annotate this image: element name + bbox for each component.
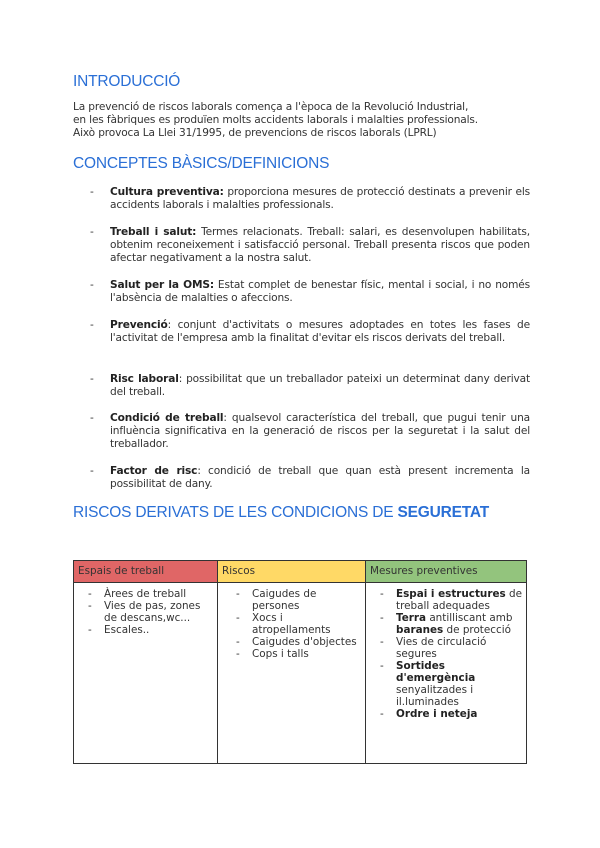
definition-text: proporciona mesures de protecció destinats a prevenir els accidents laborals i malalties professionals. [110, 186, 530, 212]
list-item: - Ordre i neteja [380, 708, 478, 720]
dash-bullet: - [90, 226, 94, 238]
concepts-heading: CONCEPTES BÀSICS/DEFINICIONS [73, 155, 330, 172]
dash-bullet: - [90, 319, 94, 331]
definition-term: Salut per la OMS: [110, 279, 214, 291]
intro-line-1: La prevenció de riscos laborals comença a l'època de la Revolució Industrial, [73, 101, 469, 113]
risks-heading: RISCOS DERIVATS DE LES CONDICIONS DE SEGURETAT [73, 504, 489, 521]
definition-text: Termes relacionats. Treball: salari, es desenvolupen habilitats, obtenim reconeixement i satisfacció personal. Treball presenta riscos que poden afectar negativament a la nostra salut. [110, 226, 530, 265]
list-item: - Terra antilliscant amb baranes de protecció [380, 612, 513, 636]
list-item: - Caigudes d'objectes [236, 636, 357, 648]
definition-item [90, 226, 530, 266]
cell-workspaces [74, 583, 218, 764]
definition-term: Treball i salut: [110, 226, 197, 238]
list-item: - Vies de pas, zones de descans,wc... [88, 600, 201, 624]
definition-text: Estat complet de benestar físic, mental i social, i no només l'absència de malalties o afeccions. [110, 279, 530, 305]
header-workspaces: Espais de treball [74, 561, 218, 583]
definition-term: Prevenció [110, 319, 168, 331]
list-item: - Xocs i atropellaments [236, 612, 331, 636]
dash-bullet: - [90, 373, 94, 385]
list-item: - Caigudes de persones [236, 588, 317, 612]
definition-term: Risc laboral [110, 373, 179, 385]
dash-bullet: - [90, 412, 94, 424]
list-item: - Àrees de treball [88, 588, 187, 600]
definition-item [90, 412, 530, 452]
definition-item [90, 319, 530, 345]
cell-preventive-measures [366, 583, 527, 764]
definition-item [90, 373, 530, 399]
list-item: - Vies de circulació segures [380, 636, 487, 660]
intro-line-2: en les fàbriques es produïen molts accidents laborals i malalties professionals. [73, 114, 479, 126]
risks-table [73, 560, 527, 764]
intro-line-3: Això provoca La Llei 31/1995, de prevencions de riscos laborals (LPRL) [73, 127, 437, 139]
risks-heading-bold: SEGURETAT [397, 504, 489, 521]
header-preventive-measures: Mesures preventives [366, 561, 527, 583]
dash-bullet: - [90, 465, 94, 477]
definition-term: Factor de risc [110, 465, 198, 477]
definition-term: Condició de treball [110, 412, 224, 424]
list-item: - Escales.. [88, 624, 150, 636]
header-risks: Riscos [218, 561, 366, 583]
definition-item [90, 279, 530, 305]
list-item: - Espai i estructures de treball adequades [380, 588, 522, 612]
list-item: - Sortides d'emergència senyalitzades i il.luminades [380, 660, 476, 708]
definition-text: : condició de treball que quan està present incrementa la possibilitat de dany. [110, 465, 530, 491]
definition-text: : possibilitat que un treballador pateixi un determinat dany derivat del treball. [110, 373, 530, 399]
dash-bullet: - [90, 279, 94, 291]
dash-bullet: - [90, 186, 94, 198]
cell-risks [218, 583, 366, 764]
intro-heading: INTRODUCCIÓ [73, 73, 181, 90]
definition-term: Cultura preventiva: [110, 186, 224, 198]
definition-item [90, 186, 530, 212]
intro-paragraph [73, 101, 529, 140]
definition-item [90, 465, 530, 491]
list-item: - Cops i talls [236, 648, 309, 660]
definition-text: : qualsevol característica del treball, que pugui tenir una influència significativa en la generació de riscos per la seguretat i la salut del treballador. [110, 412, 530, 451]
definition-text: : conjunt d'activitats o mesures adoptades en totes les fases de l'activitat de l'empresa amb la finalitat d'evitar els riscos derivats del treball. [110, 319, 530, 345]
